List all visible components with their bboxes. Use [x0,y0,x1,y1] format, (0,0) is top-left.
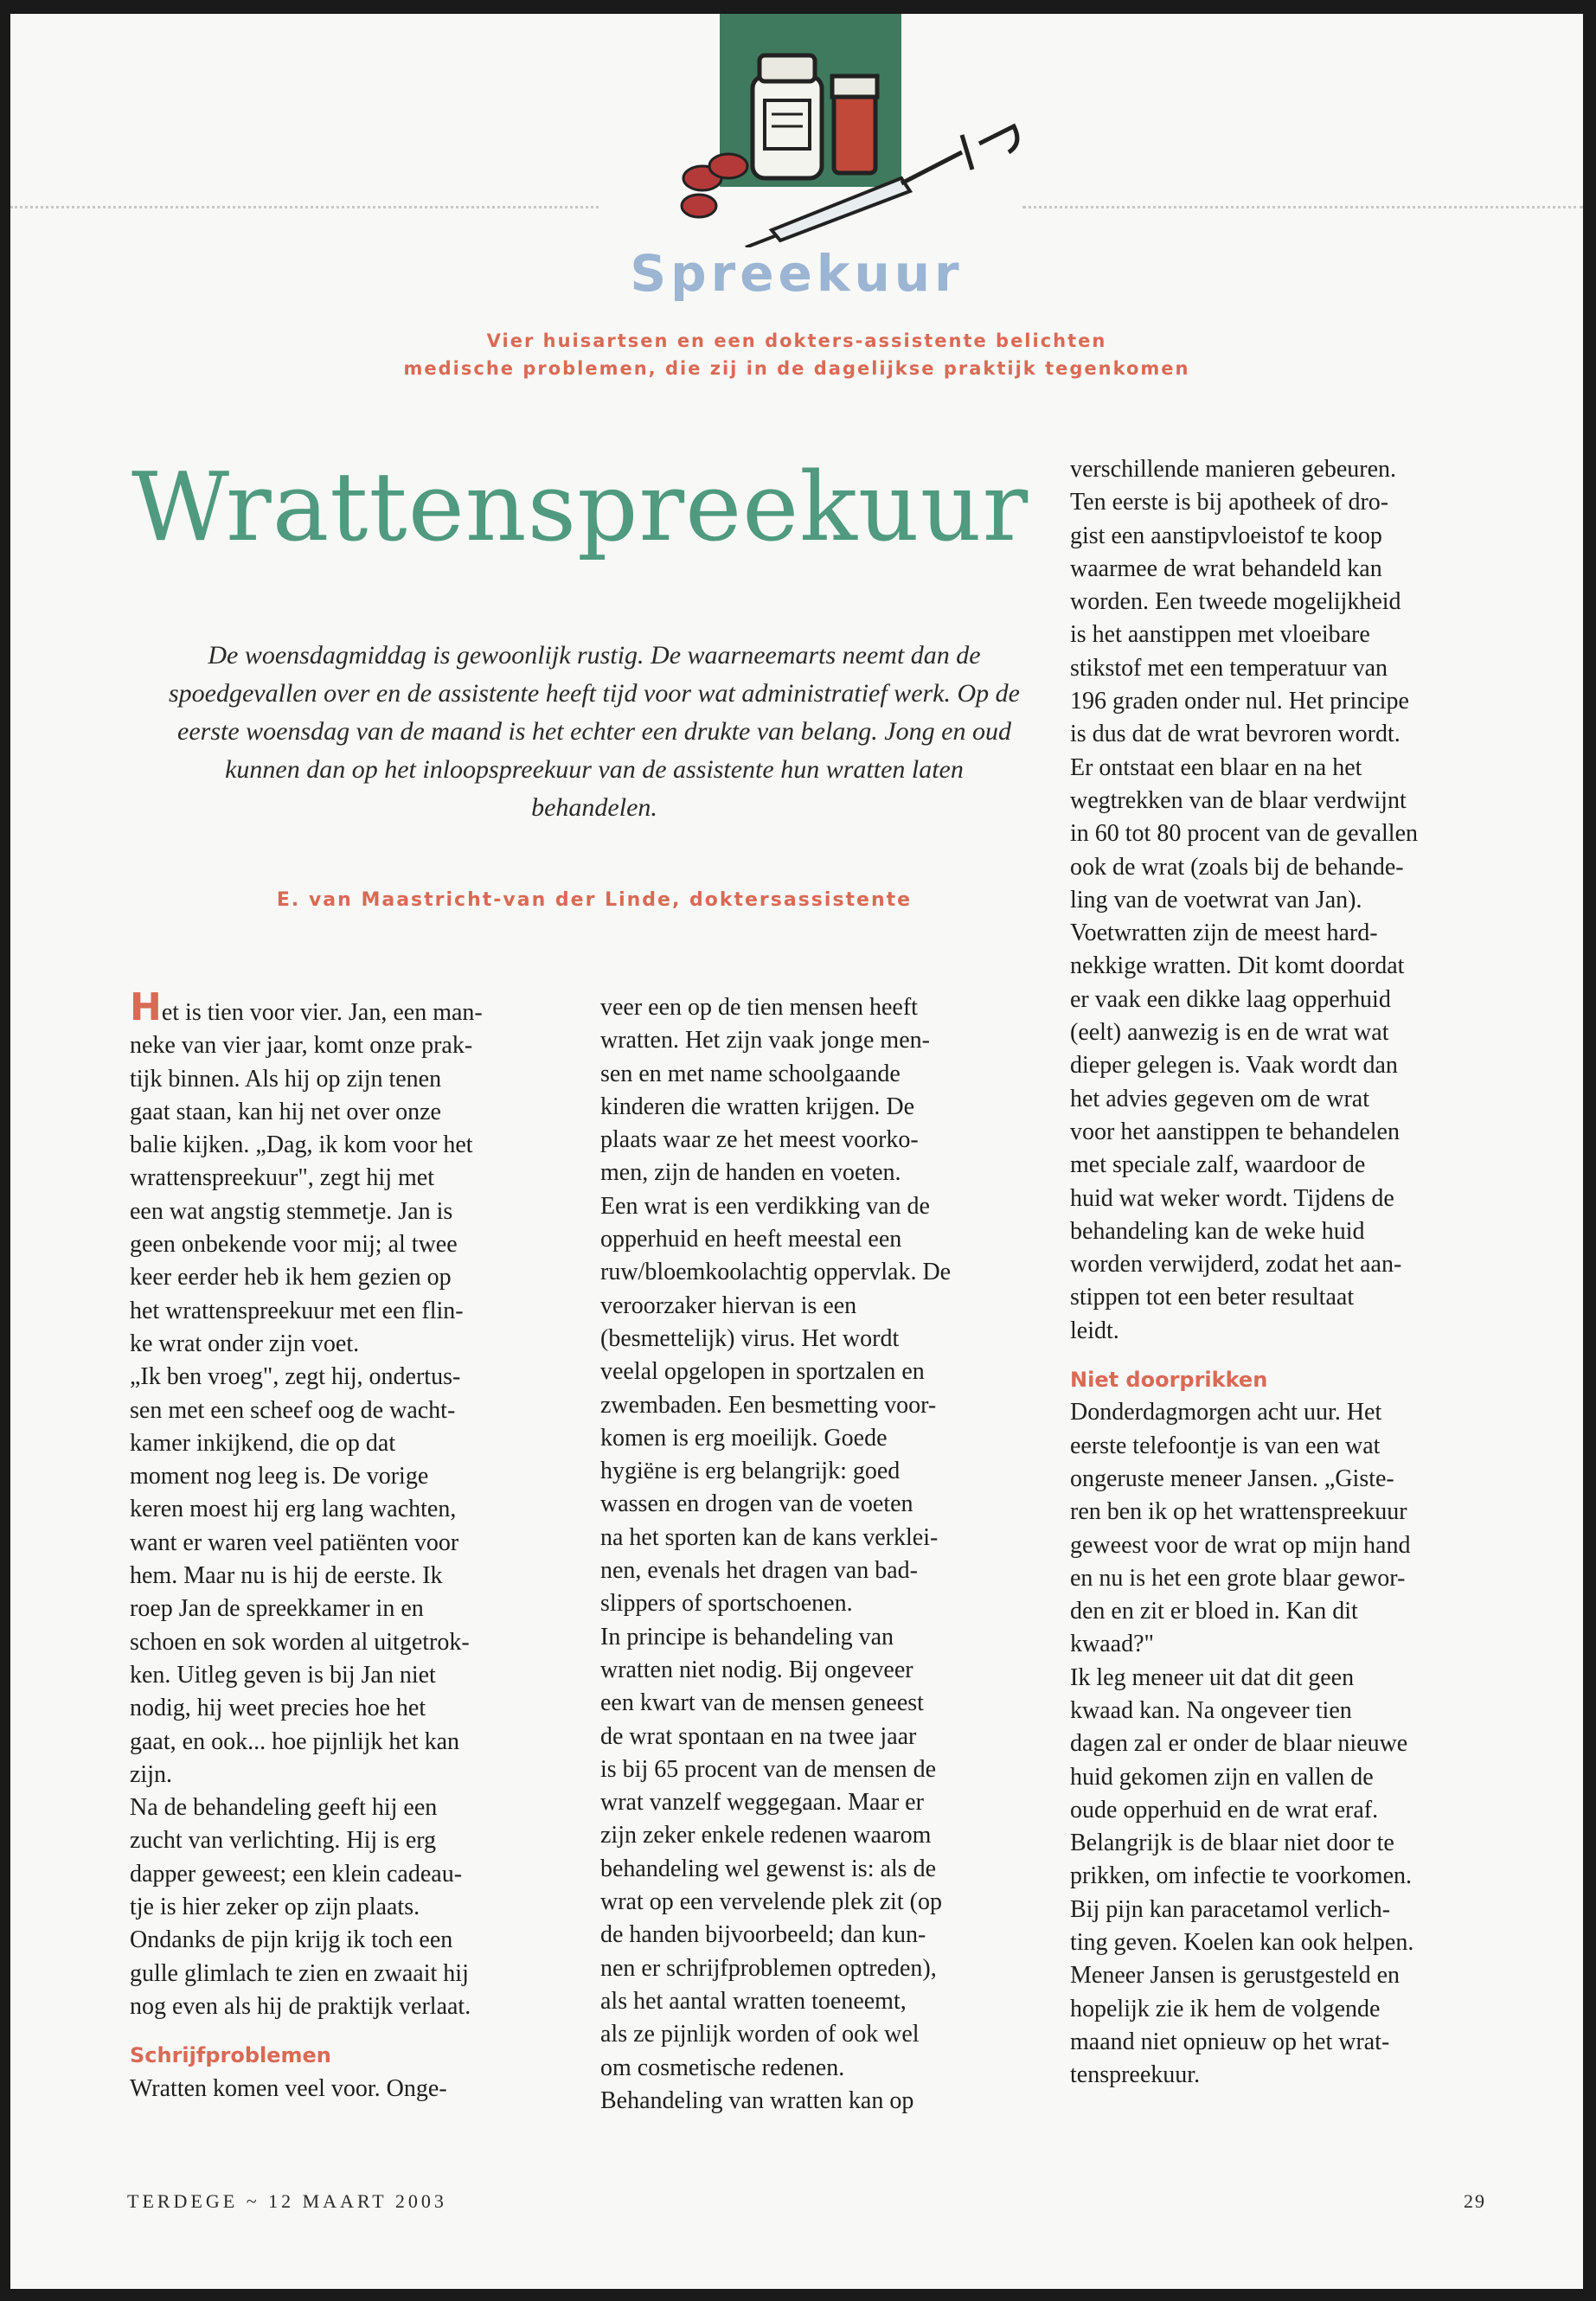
text-line: gist een aanstipvloeistof te koop [1070,522,1382,549]
text-line: ongeruste meneer Jansen. „Giste- [1070,1465,1394,1492]
article-byline: E. van Maastricht-van der Linde, doktersassistente [276,889,913,911]
text-line: om cosmetische redenen. [600,2054,845,2081]
text-line: sen met een scheef oog de wacht- [130,1396,456,1424]
text-line: wassen en drogen van de voeten [600,1490,913,1518]
text-line: hopelijk zie ik hem de volgende [1070,1995,1381,2022]
paragraph [130,985,554,2023]
text-line: 196 graden onder nul. Het principe [1070,688,1409,715]
text-line: behandeling wel gewenst is: als de [600,1855,937,1882]
text-line: Voetwratten zijn de meest hard- [1070,920,1378,947]
text-line: verschillende manieren gebeuren. [1070,456,1397,483]
dotted-rule-right [1022,206,1583,208]
text-line: gaat staan, kan hij net over onze [130,1098,441,1125]
text-line: zucht van verlichting. Hij is erg [130,1827,437,1855]
text-line: ling van de voetwrat van Jan). [1070,886,1362,913]
page-number: 29 [1464,2190,1486,2212]
text-line: is het aanstippen met vloeibare [1070,621,1370,649]
text-line: geweest voor de wrat op mijn hand [1070,1531,1411,1559]
text-line: dapper geweest; een klein cadeau- [130,1860,463,1888]
subhead-paragraph [130,2039,554,2072]
text-line: gulle glimlach te zien en zwaait hij [130,1959,469,1987]
footer-publication: TERDEGE ~ 12 MAART 2003 [127,2190,447,2212]
text-column-3 [1070,453,1498,2093]
text-line: het advies gegeven om de wrat [1070,1085,1369,1112]
text-line: wrat vanzelf weggegaan. Maar er [600,1789,924,1817]
subheading: Niet doorprikken [1070,1368,1268,1393]
text-line: is bij 65 procent van de mensen de [600,1755,937,1783]
text-line: et is tien voor vier. Jan, een man- [161,999,483,1026]
text-line: Donderdagmorgen acht uur. Het [1070,1399,1382,1426]
text-line: hygiëne is erg belangrijk: goed [600,1458,901,1485]
text-line: slippers of sportschoenen. [600,1590,853,1618]
subheading: Schrijfproblemen [130,2043,331,2068]
column-body [1070,453,1498,1348]
text-line: geen onbekende voor mij; al twee [130,1231,458,1259]
text-line: ting geven. Koelen kan ook helpen. [1070,1929,1414,1957]
text-line: nodig, hij weet precies hoe het [130,1695,426,1722]
text-line: na het sporten kan de kans verklei- [600,1523,939,1551]
text-line: „Ik ben vroeg", zegt hij, ondertus- [130,1363,461,1391]
text-line: met speciale zalf, waardoor de [1070,1151,1366,1179]
text-line: kwaad kan. Na ongeveer tien [1070,1696,1352,1724]
medicine-illustration [616,14,1066,247]
magazine-page [10,14,1583,2289]
text-line: roep Jan de spreekkamer in en [130,1595,424,1623]
text-line: als het aantal wratten toeneemt, [600,1987,907,2015]
text-line: prikken, om infectie te voorkomen. [1070,1862,1412,1890]
drop-cap: H [130,985,162,1029]
text-line: veer een op de tien mensen heeft [600,994,918,1021]
text-column-1 [130,985,554,2106]
text-line: plaats waar ze het meest voorko- [600,1126,919,1154]
text-line: dieper gelegen is. Vaak wordt dan [1070,1052,1398,1080]
pill-bottle-icon [753,55,822,178]
text-line: stippen tot een beter resultaat [1070,1284,1355,1311]
text-line: maand niet opnieuw op het wrat- [1070,2028,1390,2055]
text-line: en nu is het een grote blaar gewor- [1070,1564,1406,1592]
text-line: kwaad?" [1070,1631,1154,1658]
text-line: schoen en sok worden al uitgetrok- [130,1628,470,1656]
text-line: balie kijken. „Dag, ik kom voor het [130,1131,473,1159]
text-line: nen er schrijfproblemen optreden), [600,1954,937,1982]
article-title: Wrattenspreekuur [131,452,1029,562]
text-line: nog even als hij de praktijk verlaat. [130,1992,471,2020]
text-line: ke wrat onder zijn voet. [130,1330,360,1357]
text-line: als ze pijnlijk worden of ook wel [600,2021,920,2048]
text-line: komen is erg moeilijk. Goede [600,1424,888,1452]
text-line: de handen bijvoorbeeld; dan kun- [600,1921,926,1949]
text-line: sen en met name schoolgaande [600,1060,901,1087]
column-body [600,991,1029,2118]
vial-icon [832,76,877,173]
text-column-2 [600,991,1029,2118]
text-line: tenspreekuur. [1070,2061,1201,2089]
text-line: (besmettelijk) virus. Het wordt [600,1324,900,1352]
text-line: een kwart van de mensen geneest [600,1689,924,1717]
text-line: Belangrijk is de blaar niet door te [1070,1830,1394,1857]
text-line: men, zijn de handen en voeten. [600,1159,901,1187]
text-line: er vaak een dikke laag opperhuid [1070,985,1391,1013]
text-line: Na de behandeling geeft hij een [130,1794,438,1822]
column-subtitle [10,327,1583,382]
text-line: oude opperhuid en de wrat eraf. [1070,1796,1379,1823]
text-line: wrat op een vervelende plek zit (op [600,1888,942,1916]
text-line: kinderen die wratten krijgen. De [600,1093,915,1120]
text-line: huid gekomen zijn en vallen de [1070,1763,1374,1791]
text-line: veelal opgelopen in sportzalen en [600,1358,925,1386]
text-line: wratten niet nodig. Bij ongeveer [600,1656,913,1683]
text-line: gaat, en ook... hoe pijnlijk het kan [130,1727,460,1755]
column-body [1070,1396,1498,2092]
text-line: hem. Maar nu is hij de eerste. Ik [130,1562,443,1590]
text-line: wratten. Het zijn vaak jonge men- [600,1027,930,1054]
text-line: stikstof met een temperatuur van [1070,654,1388,682]
text-line: Een wrat is een verdikking van de [600,1192,930,1220]
text-line: neke van vier jaar, komt onze prak- [130,1032,473,1060]
text-line: ook de wrat (zoals bij de behande- [1070,853,1404,881]
text-line: Ondanks de pijn krijg ik toch een [130,1926,453,1954]
text-line: Meneer Jansen is gerustgesteld en [1070,1962,1400,1990]
text-line: In principe is behandeling van [600,1623,894,1650]
text-line: nen, evenals het dragen van bad- [600,1557,918,1585]
text-line: keren moest hij erg lang wachten, [130,1496,457,1523]
text-line: (eelt) aanwezig is en de wrat wat [1070,1019,1389,1047]
subtitle-line: medische problemen, die zij in de dagelijkse praktijk tegenkomen [403,358,1190,379]
text-line: behandeling kan de weke huid [1070,1217,1365,1245]
dotted-rule-left [10,206,599,208]
text-line: de wrat spontaan en na twee jaar [600,1722,917,1750]
column-body [130,999,483,2020]
text-line: Er ontstaat een blaar en na het [1070,753,1362,781]
text-line: huid wat weker wordt. Tijdens de [1070,1184,1394,1212]
text-line: Behandeling van wratten kan op [600,2086,914,2114]
text-line: ken. Uitleg geven is bij Jan niet [130,1661,436,1689]
text-line: worden verwijderd, zodat het aan- [1070,1251,1402,1279]
text-line: leidt. [1070,1317,1119,1344]
text-line: keer eerder heb ik hem gezien op [130,1264,452,1292]
text-line: voor het aanstippen te behandelen [1070,1118,1400,1145]
subhead-paragraph [1070,1363,1498,1396]
text-line: kamer inkijkend, die op dat [130,1429,396,1457]
paragraph: Wratten komen veel voor. Onge- [130,2074,447,2102]
text-line: ren ben ik op het wrattenspreekuur [1070,1498,1407,1526]
text-line: den en zit er bloed in. Kan dit [1070,1598,1358,1625]
text-line: want er waren veel patiënten voor [130,1529,459,1556]
text-line: moment nog leeg is. De vorige [130,1463,429,1490]
text-line: Ten eerste is bij apotheek of dro- [1070,489,1389,516]
text-line: in 60 tot 80 procent van de gevallen [1070,820,1418,848]
text-line: Bij pijn kan paracetamol verlich- [1070,1895,1391,1923]
text-line: worden. Een tweede mogelijkheid [1070,588,1401,616]
text-line: wegtrekken van de blaar verdwijnt [1070,786,1407,814]
text-line: is dus dat de wrat bevroren wordt. [1070,721,1401,748]
text-line: zijn. [130,1760,172,1788]
text-line: dagen zal er onder de blaar nieuwe [1070,1730,1408,1758]
text-line: veroorzaker hiervan is een [600,1292,857,1319]
column-name: Spreekuur [630,244,964,303]
text-line: opperhuid en heeft meestal een [600,1226,902,1253]
article-intro: De woensdagmiddag is gewoonlijk rustig. De waarneemarts neemt dan de spoedgevallen over en de assistente heeft tijd voor wat administratief werk. Op de eerste woensdag van de maand is het echter een drukte van belang. Jong en oud kunnen dan op het inloopspreekuur van de assistente hun wratten laten behandelen. [169,641,1020,822]
text-line: tje is hier zeker op zijn plaats. [130,1894,420,1921]
text-line: wrattenspreekuur", zegt hij met [130,1164,434,1192]
text-line: tijk binnen. Als hij op zijn tenen [130,1065,442,1093]
text-line: nekkige wratten. Dit komt doordat [1070,952,1405,980]
text-line: eerste telefoontje is van een wat [1070,1432,1381,1459]
text-line: zijn zeker enkele redenen waarom [600,1822,932,1849]
subtitle-line: Vier huisartsen en een dokters-assistente belichten [486,330,1107,351]
text-line: ruw/bloemkoolachtig oppervlak. De [600,1259,952,1286]
text-line: Ik leg meneer uit dat dit geen [1070,1663,1355,1691]
text-line: het wrattenspreekuur met een flin- [130,1297,464,1324]
text-line: zwembaden. Een besmetting voor- [600,1391,937,1419]
text-line: een wat angstig stemmetje. Jan is [130,1197,453,1225]
text-line: waarmee de wrat behandeld kan [1070,554,1382,582]
